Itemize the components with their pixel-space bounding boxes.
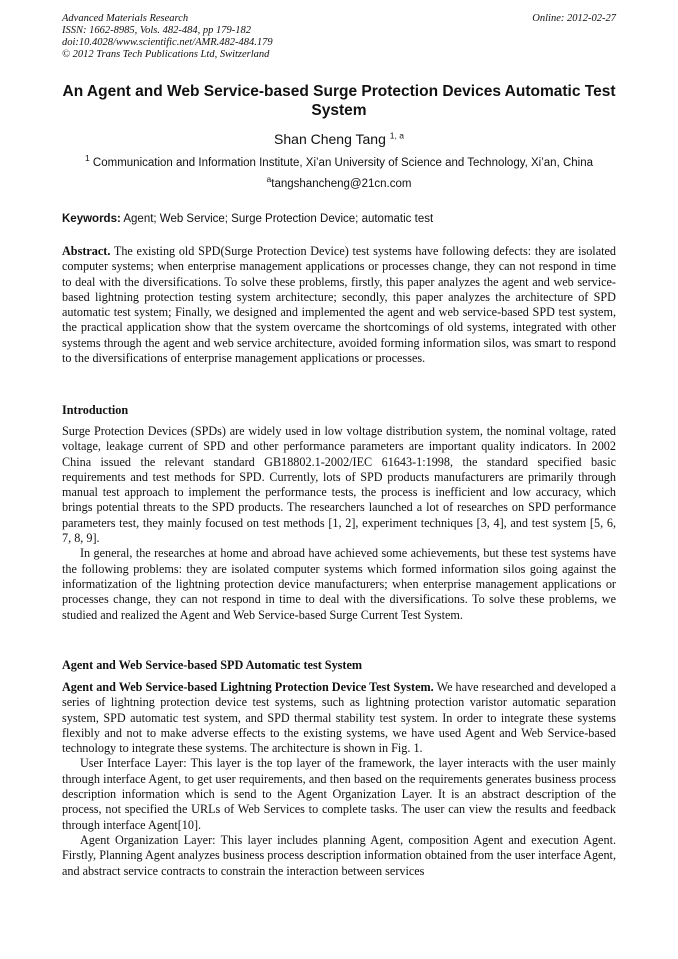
abstract bbox=[62, 244, 616, 366]
introduction-heading: Introduction bbox=[62, 403, 129, 417]
section2-paragraph-3: Agent Organization Layer: This layer includes planning Agent, composition Agent and execution Agent. Firstly, Planning Agent analyzes business process description information obtained from the user interface Agent, and abstract service contracts to constrain the interaction between services bbox=[62, 832, 616, 878]
doi-line: doi:10.4028/www.scientific.net/AMR.482-484.179 bbox=[62, 37, 273, 48]
author-email bbox=[62, 174, 616, 190]
intro-paragraph-1: Surge Protection Devices (SPDs) are widely used in low voltage distribution system, the nominal voltage, rated voltage, leakage current of SPD and other performance parameters are important quality indicators. In 2002 China issued the relevant standard GB18802.1-2002/IEC 61643-1:1998, the standard specified basic requirements and test methods for SPD. Currently, lots of SPD products manufacturers are primarily through manual test approach to implement the performance tests, the process is inefficient and low accuracy, which brings potential threats to the SPD products. The researchers launched a lot of researches on SPD performance parameters test, they mainly focused on test methods [1, 2], experiment techniques [3, 4], and test system [5, 6, 7, 8, 9]. bbox=[62, 424, 616, 546]
section2-body bbox=[62, 680, 616, 879]
introduction-body bbox=[62, 424, 616, 623]
keywords-label: Keywords: bbox=[62, 213, 121, 225]
keywords bbox=[62, 213, 616, 225]
email-superscript: a bbox=[266, 174, 272, 185]
author-line bbox=[62, 131, 616, 147]
paper-title: An Agent and Web Service-based Surge Protection Devices Automatic Test System bbox=[62, 83, 616, 119]
section2-heading: Agent and Web Service-based SPD Automatic test System bbox=[62, 658, 363, 672]
author-superscript: 1, a bbox=[389, 130, 404, 141]
affiliation-superscript: 1 bbox=[84, 153, 90, 164]
author-name: Shan Cheng Tang bbox=[274, 131, 386, 147]
affiliation bbox=[62, 153, 616, 169]
abstract-label: Abstract. bbox=[62, 244, 111, 258]
email-text[interactable]: tangshancheng@21cn.com bbox=[271, 178, 412, 190]
copyright-line: © 2012 Trans Tech Publications Ltd, Switzerland bbox=[62, 49, 270, 60]
section2-subheading: Agent and Web Service-based Lightning Protection Device Test System. bbox=[62, 680, 434, 694]
abstract-text: The existing old SPD(Surge Protection Device) test systems have following defects: they are isolated computer systems; when enterprise management applications or processes change, they can not respond in time to deal with the diversifications. To solve these problems, firstly, this paper analyzes the agent and web service-based lightning protection testing system architecture; secondly, this paper analyzes the architecture of SPD automatic test system; Finally, we designed and implemented the agent and web service-based SPD test system, the practical application show that the system overcame the shortcomings of old systems, integrated with other systems through the agent and web service architecture, avoided forming information silos, was smart to respond to the diversifications of enterprise management applications or processes. bbox=[62, 244, 616, 366]
issn-line: ISSN: 1662-8985, Vols. 482-484, pp 179-182 bbox=[62, 25, 251, 36]
section2-paragraph-2: User Interface Layer: This layer is the top layer of the framework, the layer interacts with the user mainly through interface Agent, to get user requirements, and then based on the requirements generates business process description information which is send to the Agent Organization Layer. It is an abstract description of the process, not specified the URLs of Web Services to complete tasks. The user can view the results and feedback through interface Agent[10]. bbox=[62, 756, 616, 832]
keywords-text: Agent; Web Service; Surge Protection Device; automatic test bbox=[123, 213, 434, 225]
journal-name: Advanced Materials Research bbox=[62, 13, 189, 24]
affiliation-text: Communication and Information Institute, Xi’an University of Science and Technology, Xi’an, China bbox=[92, 157, 594, 169]
section2-paragraph-1: We have researched and developed a series of lightning protection device test systems, such as lightning protection varistor automatic separation system, SPD automatic test system, and SPD thermal stability test system. In order to integrate these systems flexibly and not to make adverse effects to the existing systems, we have used Agent and Web Service-based technology to integrate these systems. The architecture is shown in Fig. 1. bbox=[62, 680, 616, 756]
journal-header bbox=[62, 13, 616, 61]
online-date: Online: 2012-02-27 bbox=[532, 13, 616, 24]
intro-paragraph-2: In general, the researches at home and abroad have achieved some achievements, but these test systems have the following problems: they are isolated computer systems which formed information silos going against the informatization of the lightning protection device manufacturers; when enterprise management applications or processes change, they can not respond in time to deal with the diversifications. To solve these problems, we studied and realized the Agent and Web Service-based Surge Current Test System. bbox=[62, 546, 616, 622]
